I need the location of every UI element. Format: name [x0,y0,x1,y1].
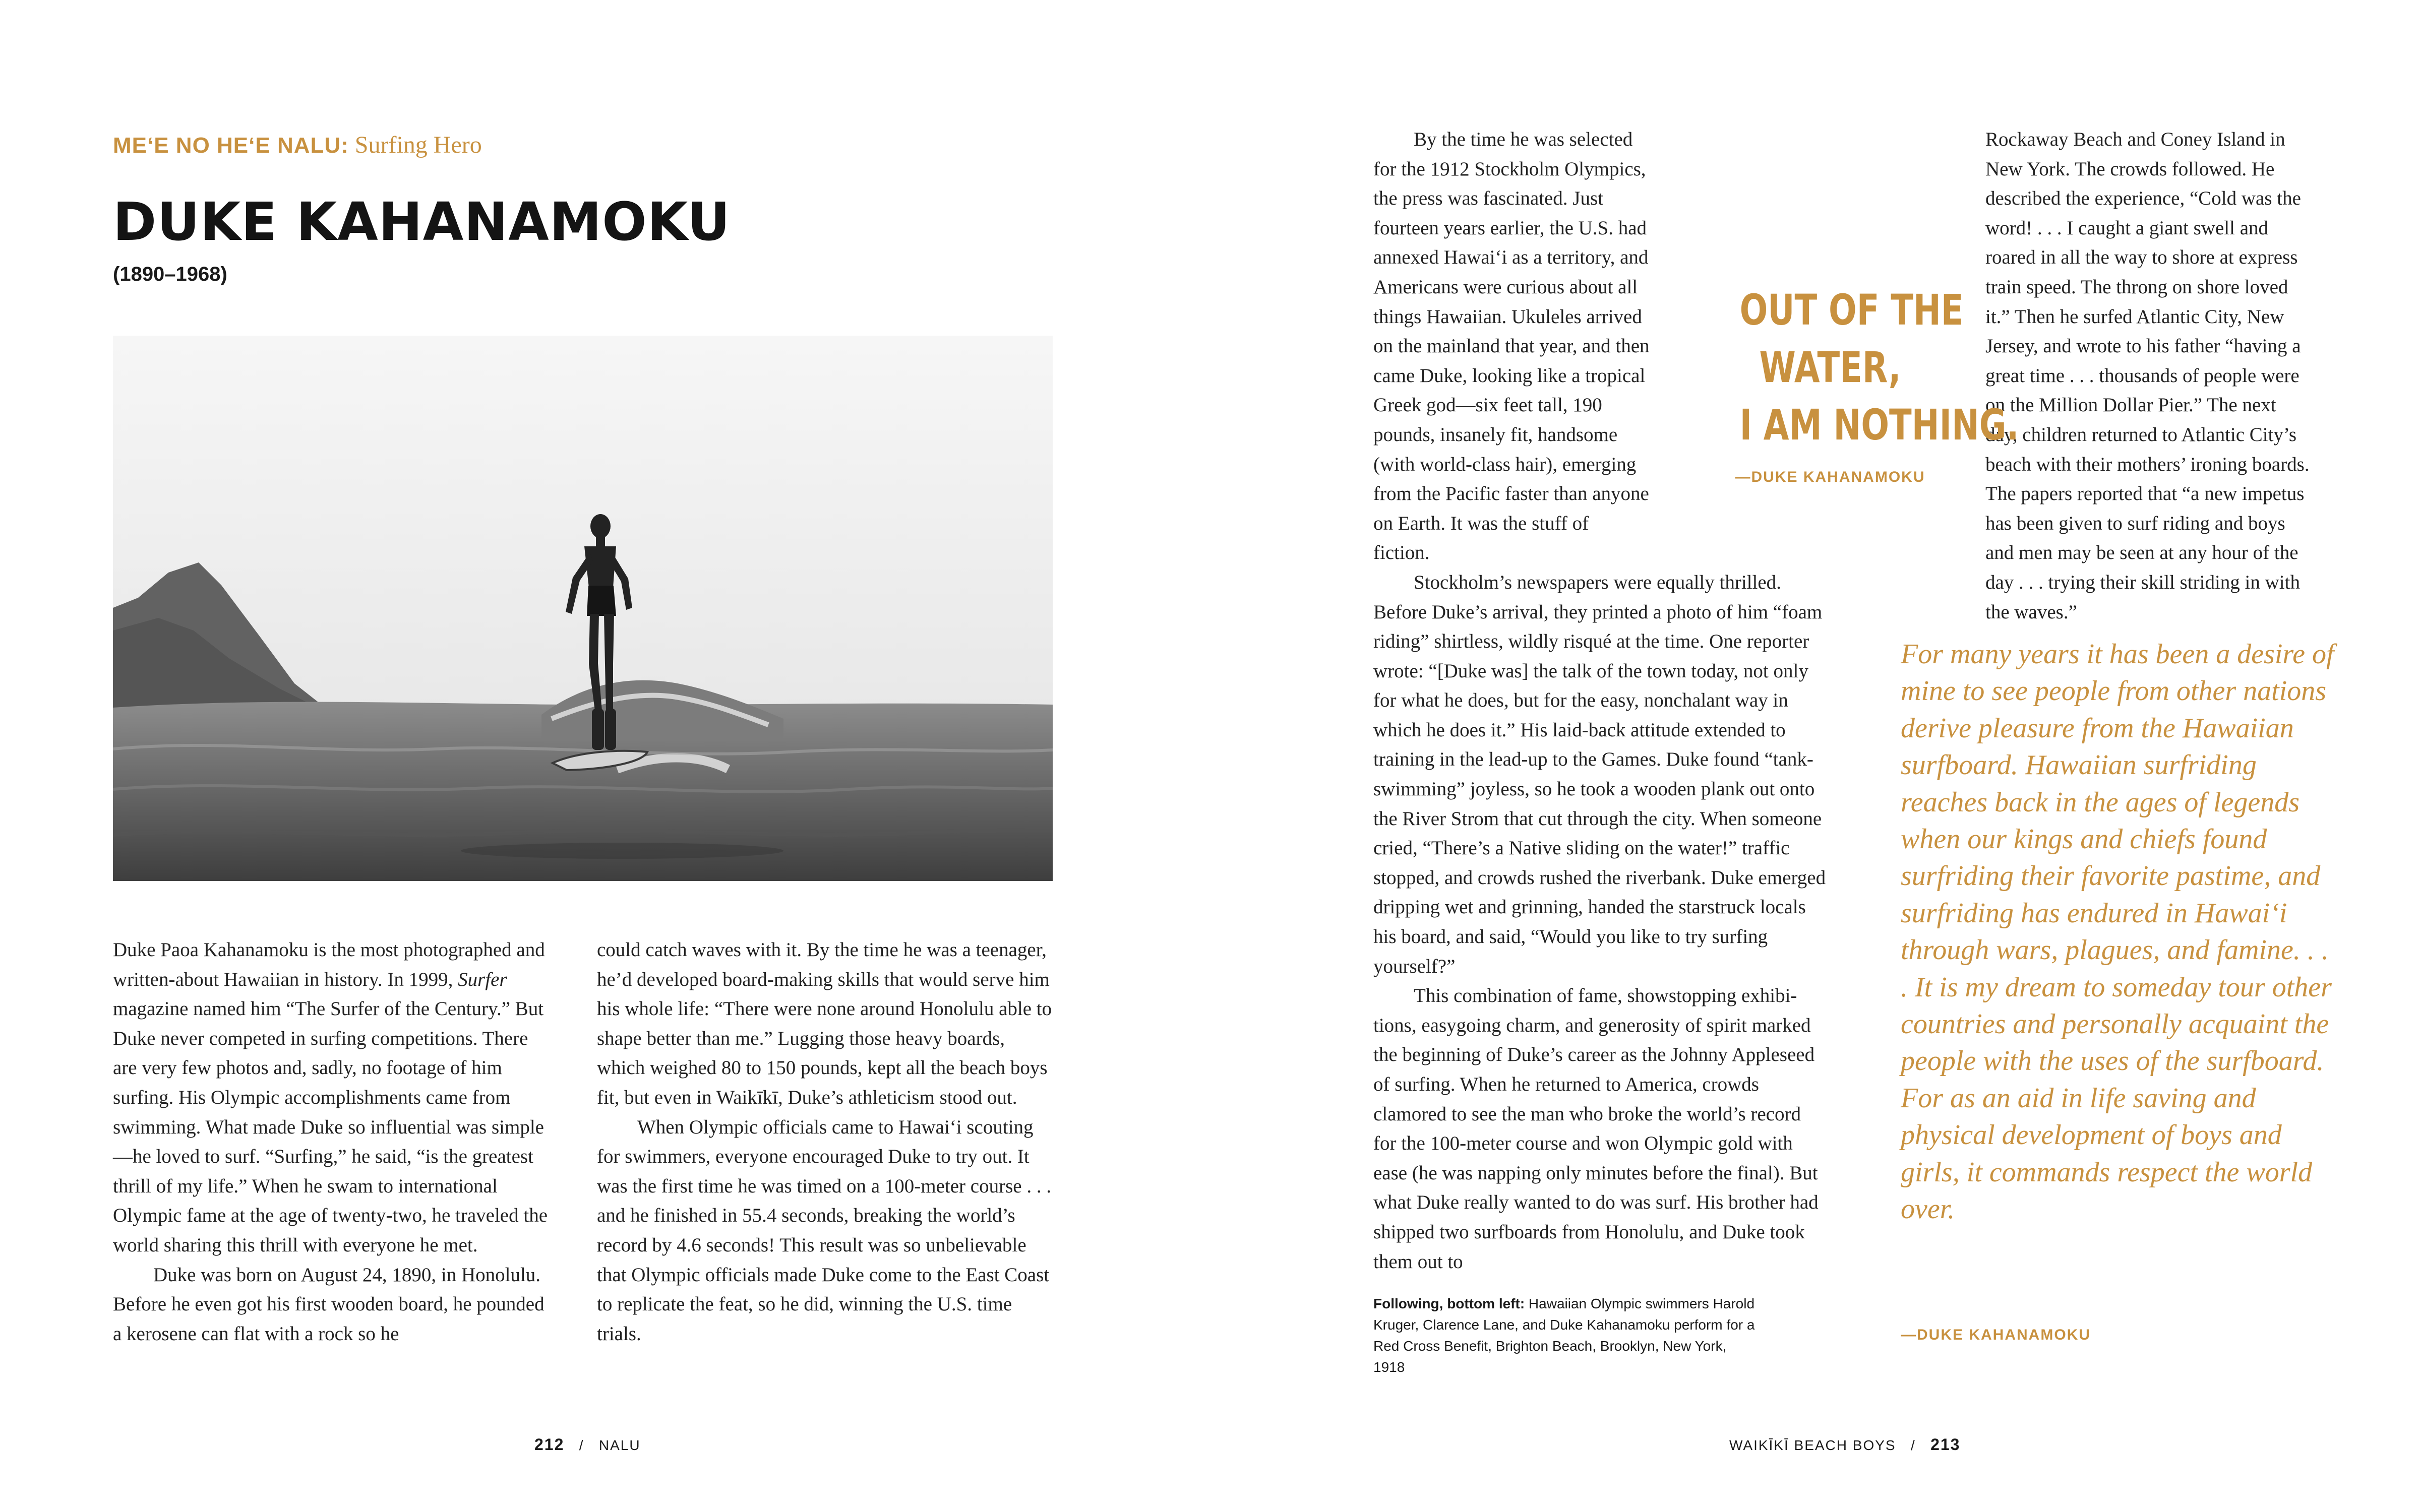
page-folio-right [1729,1435,1960,1454]
section-kicker [113,130,482,161]
caption-label: Following, bottom left: [1373,1296,1525,1311]
magazine-name: Surfer [458,968,507,990]
caption-text: Hawaiian Olympic swimmers Harold Kruger, Clarence Lane, and Duke Kahanamoku perform for a Red Cross Benefit, Brighton Beach, Brooklyn, New York, 1918 [1373,1296,1755,1375]
block-quote [1901,636,2334,1228]
surfer-photo-graphic [113,336,1053,881]
kicker-subtitle: Surfing Hero [348,132,482,158]
body-paragraph: Rockaway Beach and Coney Island in New York. The crowds followed. He described the experience, “Cold was the word! . . . I caught a giant swell and roared in all the way to shore at express train speed. The throng on shore loved it.” Then he surfed Atlantic City, New Jersey, and wrote to his father “having a great time . . . thousands of people were on the Million Dollar Pier.” The next day, children returned to Atlantic City’s beach with their mothers’ ironing boards. The papers reported that “a new impetus has been given to surf riding and boys and men may be seen at any hour of the day . . . trying their skill striding in with the waves.” [1985,129,2310,623]
body-paragraph: could catch waves with it. By the time he was a teenager, he’d developed board-making skills that would serve him his whole life: “There were none around Honolulu able to shape better than me.” Lugging those heavy boards, which weighed 80 to 150 pounds, kept all the beach boys fit, but even in Waikīkī, Duke’s athleticism stood out. [597,939,1052,1108]
page-number: 213 [1930,1435,1961,1454]
right-page [1210,0,2420,1512]
body-paragraph: This combination of fame, showstopping exhibitions, easygoing charm, and generosity of spirit marked the beginning of Duke’s career as the Johnny Appleseed of surfing. When he returned to America, crowds clamored to see the man who broke the world’s record for the 100-meter course and won Olympic gold with ease (he was napping only minutes before the final). But what Duke really wanted to do was surf. His brother had shipped two surfboards from Honolulu, and Duke took them out to [1373,985,1819,1273]
page-title: DUKE KAHANAMOKU [113,191,731,253]
body-column-2 [597,935,1053,1349]
body-paragraph: When Olympic officials came to Hawai‘i scouting for swimmers, everyone encouraged Duke to try out. It was the first time he was timed on a 100-meter course . . . and he finished in 55.4 seconds, breaking the world’s record by 4.6 seconds! This result was so unbelievable that Olympic officials made Duke come to the East Coast to replicate the feat, so he did, winning the U.S. time trials. [597,1116,1052,1345]
folio-separator: / [1910,1437,1916,1453]
block-quote-attribution: —DUKE KAHANAMOKU [1901,1327,2091,1343]
body-column-1 [113,935,548,1349]
pull-quote-line: OUT OF THE [1739,285,1964,335]
body-paragraph: Stockholm’s newspapers were equally thrilled. Before Duke’s arrival, they printed a photo of him “foam riding” shirtless, wildly risqué at the time. One reporter wrote: “[Duke was] the talk of the town today, not only for what he does, but for the easy, nonchalant way in which he does it.” His laid-back attitude extended to training in the lead-up to the Games. Duke found “tank-swimming” joyless, so he took a wooden plank out onto the River Strom that cut through the city. When someone cried, “There’s a Native sliding on the water!” traffic stopped, and crowds rushed the riverbank. Duke emerged dripping wet and grinning, handed the starstruck locals his board, and said, “Would you like to try surfing yourself?” [1373,571,1826,977]
page-number: 212 [534,1435,565,1454]
body-text: Duke Paoa Kahanamoku is the most photographed and written-about Hawaiian in history. In 1999, [113,939,545,990]
pull-quote-line: WATER, [1759,343,1901,392]
life-dates: (1890–1968) [113,263,227,285]
pull-quote-attribution: —DUKE KAHANAMOKU [1735,469,1925,485]
body-text: magazine named him “The Surfer of the Century.” But Duke never competed in surfing competitions. There are very few photos and, sadly, no footage of him surfing. His Olympic accomplishments came from swimming. What made Duke so influential was simple—he loved to surf. “Surfing,” he said, “is the greatest thrill of my life.” When he swam to international Olympic fame at the age of twenty-two, he traveled the world sharing this thrill with everyone he met. [113,998,548,1256]
body-paragraph: Duke was born on August 24, 1890, in Honolulu. Before he even got his first wooden board, he pounded a kerosene can flat with a rock so he [113,1264,544,1345]
folio-section: WAIKĪKĪ BEACH BOYS [1729,1437,1896,1453]
body-paragraph: By the time he was selected for the 1912 Stockholm Olympics, the press was fascinated. Just fourteen years earlier, the U.S. had annexed Hawai‘i as a territory, and Americans were curious about all things Hawaiian. Ukuleles arrived on the mainland that year, and then came Duke, looking like a tropical Greek god—six feet tall, 190 pounds, insanely fit, handsome (with world-class hair), emerging from the Pacific faster than anyone on Earth. It was the stuff of fiction. [1373,129,1650,564]
pull-quote-line: I AM NOTHING. [1739,400,2019,450]
pull-quote [1714,281,2019,486]
photo-caption [1373,1293,1757,1378]
folio-separator: / [579,1437,584,1453]
block-quote-text: For many years it has been a desire of mine to see people from other nations derive pleasure from the Hawaiian surfboard. Hawaiian surfriding reaches back in the ages of legends when our kings and chiefs found surfriding their favorite pastime, and surfriding has endured in Hawai‘i through wars, plagues, and famine. . . . It is my dream to someday tour other countries and personally acquaint the people with the uses of the surfboard. For as an aid in life saving and physical development of boys and girls, it commands respect the world over. [1901,639,2334,1225]
page-folio-left [534,1435,641,1454]
surfer-photo [113,336,1053,881]
folio-section: NALU [598,1437,641,1453]
kicker-label: ME‘E NO HE‘E NALU: [113,133,349,158]
body-paragraph [113,935,548,1261]
